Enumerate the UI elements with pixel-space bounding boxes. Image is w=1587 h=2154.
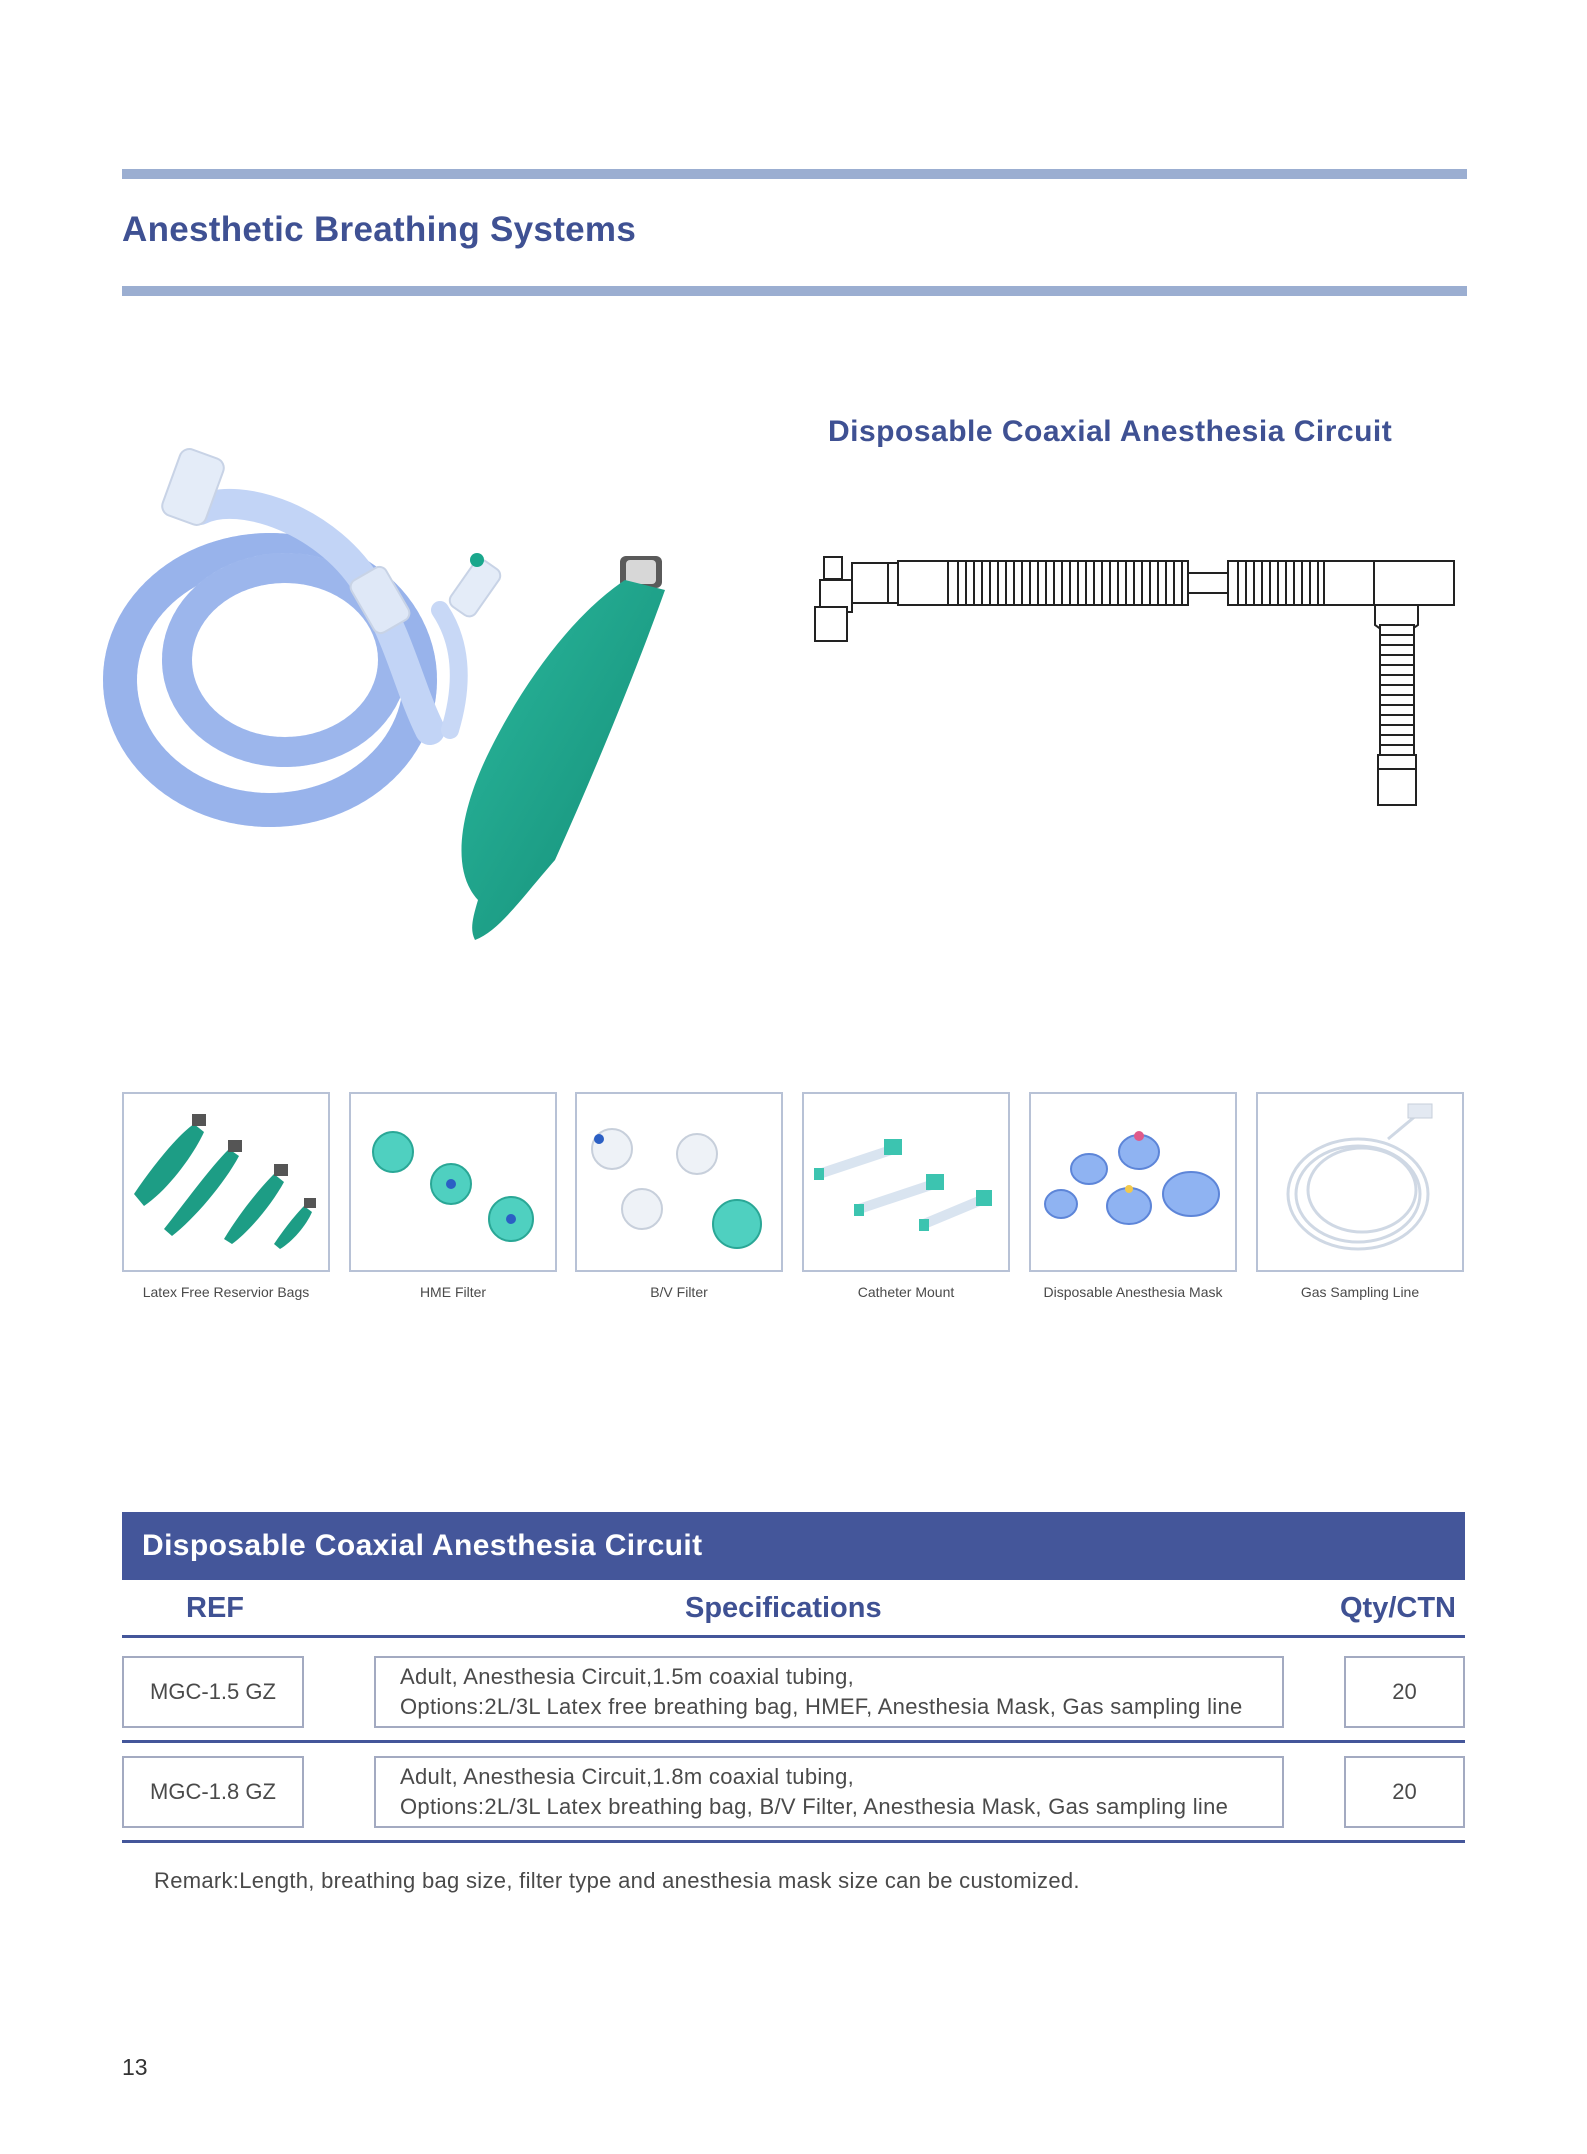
header-top-rule [122, 169, 1467, 179]
gas-sampling-line-icon [1258, 1094, 1462, 1270]
section-title: Anesthetic Breathing Systems [122, 210, 637, 249]
spec-line: Adult, Anesthesia Circuit,1.8m coaxial tubing, [400, 1764, 855, 1789]
caption-bv-filter: B/V Filter [650, 1284, 708, 1300]
spec-cell [374, 1756, 1284, 1828]
caption-reservoir-bags: Latex Free Reservior Bags [142, 1284, 310, 1300]
hme-filter-icon [351, 1094, 555, 1270]
column-header-specifications: Specifications [685, 1592, 882, 1624]
page-number: 13 [122, 2054, 148, 2080]
spec-line: Options:2L/3L Latex breathing bag, B/V Filter, Anesthesia Mask, Gas sampling line [400, 1794, 1229, 1819]
table-title-banner: Disposable Coaxial Anesthesia Circuit [122, 1512, 1465, 1580]
thumb-bv-filter [575, 1092, 783, 1272]
thumb-catheter-mount [802, 1092, 1010, 1272]
caption-gas-sampling-line: Gas Sampling Line [1300, 1284, 1420, 1300]
remark-text: Remark:Length, breathing bag size, filter type and anesthesia mask size can be customized. [154, 1868, 1080, 1893]
spec-line: Adult, Anesthesia Circuit,1.5m coaxial tubing, [400, 1664, 855, 1689]
coiled-tube-icon [120, 504, 459, 810]
bv-filter-icon [577, 1094, 781, 1270]
ref-cell: MGC-1.8 GZ [122, 1756, 304, 1828]
reservoir-bag-icon [461, 556, 665, 940]
circuit-schematic [810, 545, 1460, 845]
anesthesia-mask-icon [1031, 1094, 1235, 1270]
qty-cell: 20 [1344, 1656, 1465, 1728]
thumb-reservoir-bags [122, 1092, 330, 1272]
thumb-hme-filter [349, 1092, 557, 1272]
thumb-anesthesia-mask [1029, 1092, 1237, 1272]
ref-cell: MGC-1.5 GZ [122, 1656, 304, 1728]
header-bottom-rule [122, 286, 1467, 296]
corrugated-tube-icon [948, 561, 1188, 605]
column-header-ref: REF [186, 1592, 244, 1624]
spec-line: Options:2L/3L Latex free breathing bag, HMEF, Anesthesia Mask, Gas sampling line [400, 1694, 1243, 1719]
row-divider [122, 1740, 1465, 1743]
elbow-port-icon [815, 557, 852, 641]
table-bottom-rule [122, 1840, 1465, 1843]
header-divider [122, 1635, 1465, 1638]
qty-cell: 20 [1344, 1756, 1465, 1828]
caption-hme-filter: HME Filter [419, 1284, 487, 1300]
caption-catheter-mount: Catheter Mount [857, 1284, 955, 1300]
thumb-gas-sampling-line [1256, 1092, 1464, 1272]
catheter-mount-icon [804, 1094, 1008, 1270]
spec-cell [374, 1656, 1284, 1728]
y-piece-icon [1374, 561, 1454, 605]
reservoir-bags-icon [124, 1094, 328, 1270]
product-photo [80, 430, 700, 950]
caption-anesthesia-mask: Disposable Anesthesia Mask [1043, 1284, 1223, 1300]
column-header-qty: Qty/CTN [1340, 1592, 1456, 1624]
product-heading: Disposable Coaxial Anesthesia Circuit [828, 415, 1393, 448]
